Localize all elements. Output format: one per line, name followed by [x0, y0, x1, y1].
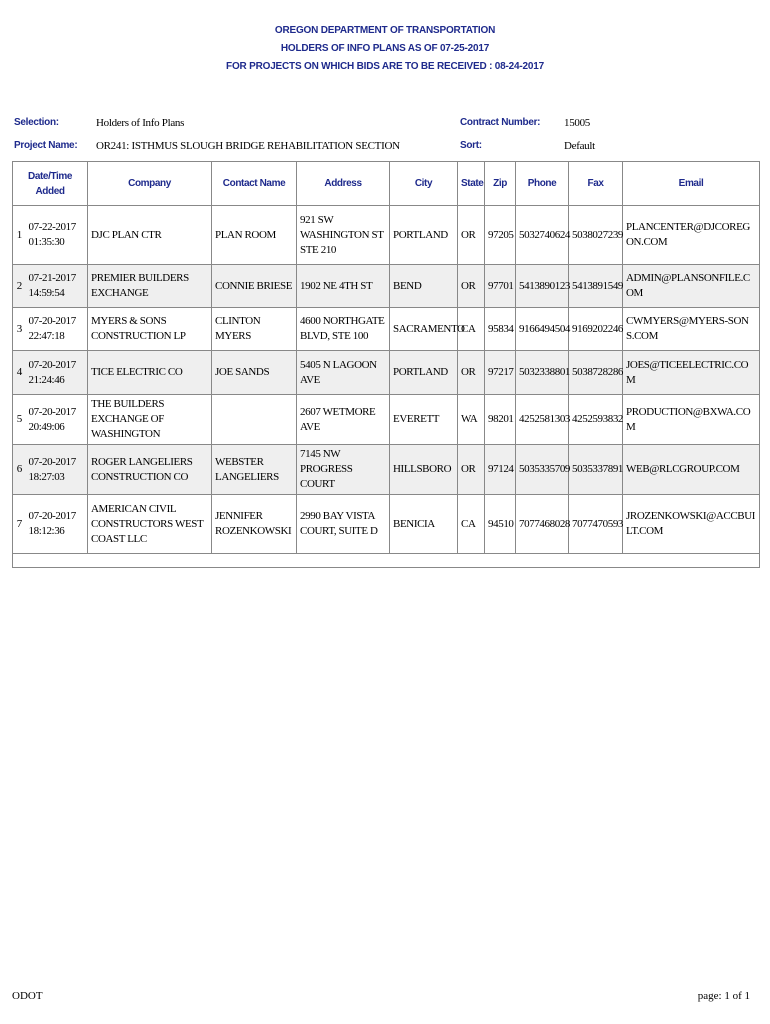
project-name-label: Project Name:	[14, 140, 78, 151]
row-fax: 5035337891	[569, 445, 623, 495]
row-phone: 5032338801	[516, 351, 569, 395]
row-company: DJC PLAN CTR	[88, 206, 212, 265]
row-contact: CLINTON MYERS	[212, 308, 297, 351]
contract-number-label: Contract Number:	[460, 117, 541, 128]
row-city: PORTLAND	[390, 206, 458, 265]
col-header-fax: Fax	[569, 162, 623, 206]
row-phone: 5035335709	[516, 445, 569, 495]
row-number: 3	[13, 308, 26, 351]
row-fax: 5038027239	[569, 206, 623, 265]
row-contact: PLAN ROOM	[212, 206, 297, 265]
row-phone: 9166494504	[516, 308, 569, 351]
col-header-address: Address	[297, 162, 390, 206]
row-company: ROGER LANGELIERS CONSTRUCTION CO	[88, 445, 212, 495]
selection-value: Holders of Info Plans	[96, 117, 185, 129]
row-address: 7145 NW PROGRESS COURT	[297, 445, 390, 495]
row-phone: 7077468028	[516, 495, 569, 554]
row-company: THE BUILDERS EXCHANGE OF WASHINGTON	[88, 395, 212, 445]
row-state: OR	[458, 351, 485, 395]
row-number: 1	[13, 206, 26, 265]
row-datetime: 07-21-2017 14:59:54	[26, 265, 88, 308]
row-zip: 97205	[485, 206, 516, 265]
row-company: TICE ELECTRIC CO	[88, 351, 212, 395]
row-zip: 94510	[485, 495, 516, 554]
row-city: EVERETT	[390, 395, 458, 445]
table-row	[13, 445, 760, 495]
sort-value: Default	[564, 140, 595, 152]
contract-number-value: 15005	[564, 117, 591, 129]
row-fax: 5413891549	[569, 265, 623, 308]
report-title: OREGON DEPARTMENT OF TRANSPORTATION	[274, 25, 496, 36]
row-datetime: 07-20-2017 18:27:03	[26, 445, 88, 495]
row-number: 5	[13, 395, 26, 445]
row-zip: 95834	[485, 308, 516, 351]
row-phone: 5413890123	[516, 265, 569, 308]
row-address: 2607 WETMORE AVE	[297, 395, 390, 445]
table-row	[13, 206, 760, 265]
table-spacer-row	[13, 554, 760, 568]
row-company: PREMIER BUILDERS EXCHANGE	[88, 265, 212, 308]
plan-holders-table	[12, 161, 760, 568]
col-header-email: Email	[623, 162, 760, 206]
row-state: CA	[458, 495, 485, 554]
row-fax: 4252593832	[569, 395, 623, 445]
row-zip: 97217	[485, 351, 516, 395]
table-row	[13, 395, 760, 445]
project-name-value: OR241: ISTHMUS SLOUGH BRIDGE REHABILITATION SECTION	[96, 140, 400, 152]
row-zip: 98201	[485, 395, 516, 445]
row-email: JROZENKOWSKI@ACCBUILT.COM	[623, 495, 760, 554]
row-state: WA	[458, 395, 485, 445]
row-number: 6	[13, 445, 26, 495]
row-email: JOES@TICEELECTRIC.COM	[623, 351, 760, 395]
table-row	[13, 351, 760, 395]
row-email: WEB@RLCGROUP.COM	[623, 445, 760, 495]
col-header-phone: Phone	[516, 162, 569, 206]
table-bottom-rule	[13, 554, 760, 568]
col-header-city: City	[390, 162, 458, 206]
row-address: 921 SW WASHINGTON ST STE 210	[297, 206, 390, 265]
col-header-zip: Zip	[485, 162, 516, 206]
footer-agency: ODOT	[12, 990, 43, 1002]
row-state: OR	[458, 265, 485, 308]
row-city: HILLSBORO	[390, 445, 458, 495]
footer-page-number: page: 1 of 1	[697, 990, 750, 1002]
selection-label: Selection:	[14, 117, 59, 128]
report-subtitle: HOLDERS OF INFO PLANS AS OF 07-25-2017	[280, 43, 490, 54]
col-header-company: Company	[88, 162, 212, 206]
row-datetime: 07-20-2017 20:49:06	[26, 395, 88, 445]
row-number: 2	[13, 265, 26, 308]
row-email: PLANCENTER@DJCOREGON.COM	[623, 206, 760, 265]
table-row	[13, 495, 760, 554]
row-email: CWMYERS@MYERS-SONS.COM	[623, 308, 760, 351]
table-row	[13, 308, 760, 351]
row-zip: 97701	[485, 265, 516, 308]
row-number: 4	[13, 351, 26, 395]
row-contact	[212, 395, 297, 445]
row-address: 2990 BAY VISTA COURT, SUITE D	[297, 495, 390, 554]
row-zip: 97124	[485, 445, 516, 495]
row-fax: 9169202246	[569, 308, 623, 351]
row-city: SACRAMENTO	[390, 308, 458, 351]
row-datetime: 07-20-2017 21:24:46	[26, 351, 88, 395]
row-city: BENICIA	[390, 495, 458, 554]
col-header-state: State	[458, 162, 485, 206]
row-address: 5405 N LAGOON AVE	[297, 351, 390, 395]
row-city: PORTLAND	[390, 351, 458, 395]
row-email: PRODUCTION@BXWA.COM	[623, 395, 760, 445]
row-datetime: 07-22-2017 01:35:30	[26, 206, 88, 265]
row-datetime: 07-20-2017 18:12:36	[26, 495, 88, 554]
row-address: 1902 NE 4TH ST	[297, 265, 390, 308]
row-number: 7	[13, 495, 26, 554]
row-contact: WEBSTER LANGELIERS	[212, 445, 297, 495]
row-phone: 5032740624	[516, 206, 569, 265]
row-fax: 7077470593	[569, 495, 623, 554]
table-header-row	[13, 162, 760, 206]
row-company: MYERS & SONS CONSTRUCTION LP	[88, 308, 212, 351]
row-datetime: 07-20-2017 22:47:18	[26, 308, 88, 351]
report-bid-date: FOR PROJECTS ON WHICH BIDS ARE TO BE RECEIVED : 08-24-2017	[226, 61, 544, 72]
row-phone: 4252581303	[516, 395, 569, 445]
col-header-datetime: Date/Time Added	[13, 162, 88, 206]
sort-label: Sort:	[460, 140, 482, 151]
row-fax: 5038728286	[569, 351, 623, 395]
table-row	[13, 265, 760, 308]
row-contact: CONNIE BRIESE	[212, 265, 297, 308]
row-state: OR	[458, 206, 485, 265]
row-state: CA	[458, 308, 485, 351]
row-city: BEND	[390, 265, 458, 308]
row-email: ADMIN@PLANSONFILE.COM	[623, 265, 760, 308]
row-address: 4600 NORTHGATE BLVD, STE 100	[297, 308, 390, 351]
row-company: AMERICAN CIVIL CONSTRUCTORS WEST COAST LLC	[88, 495, 212, 554]
col-header-contact: Contact Name	[212, 162, 297, 206]
row-state: OR	[458, 445, 485, 495]
row-contact: JOE SANDS	[212, 351, 297, 395]
report-header	[0, 22, 770, 76]
row-contact: JENNIFER ROZENKOWSKI	[212, 495, 297, 554]
